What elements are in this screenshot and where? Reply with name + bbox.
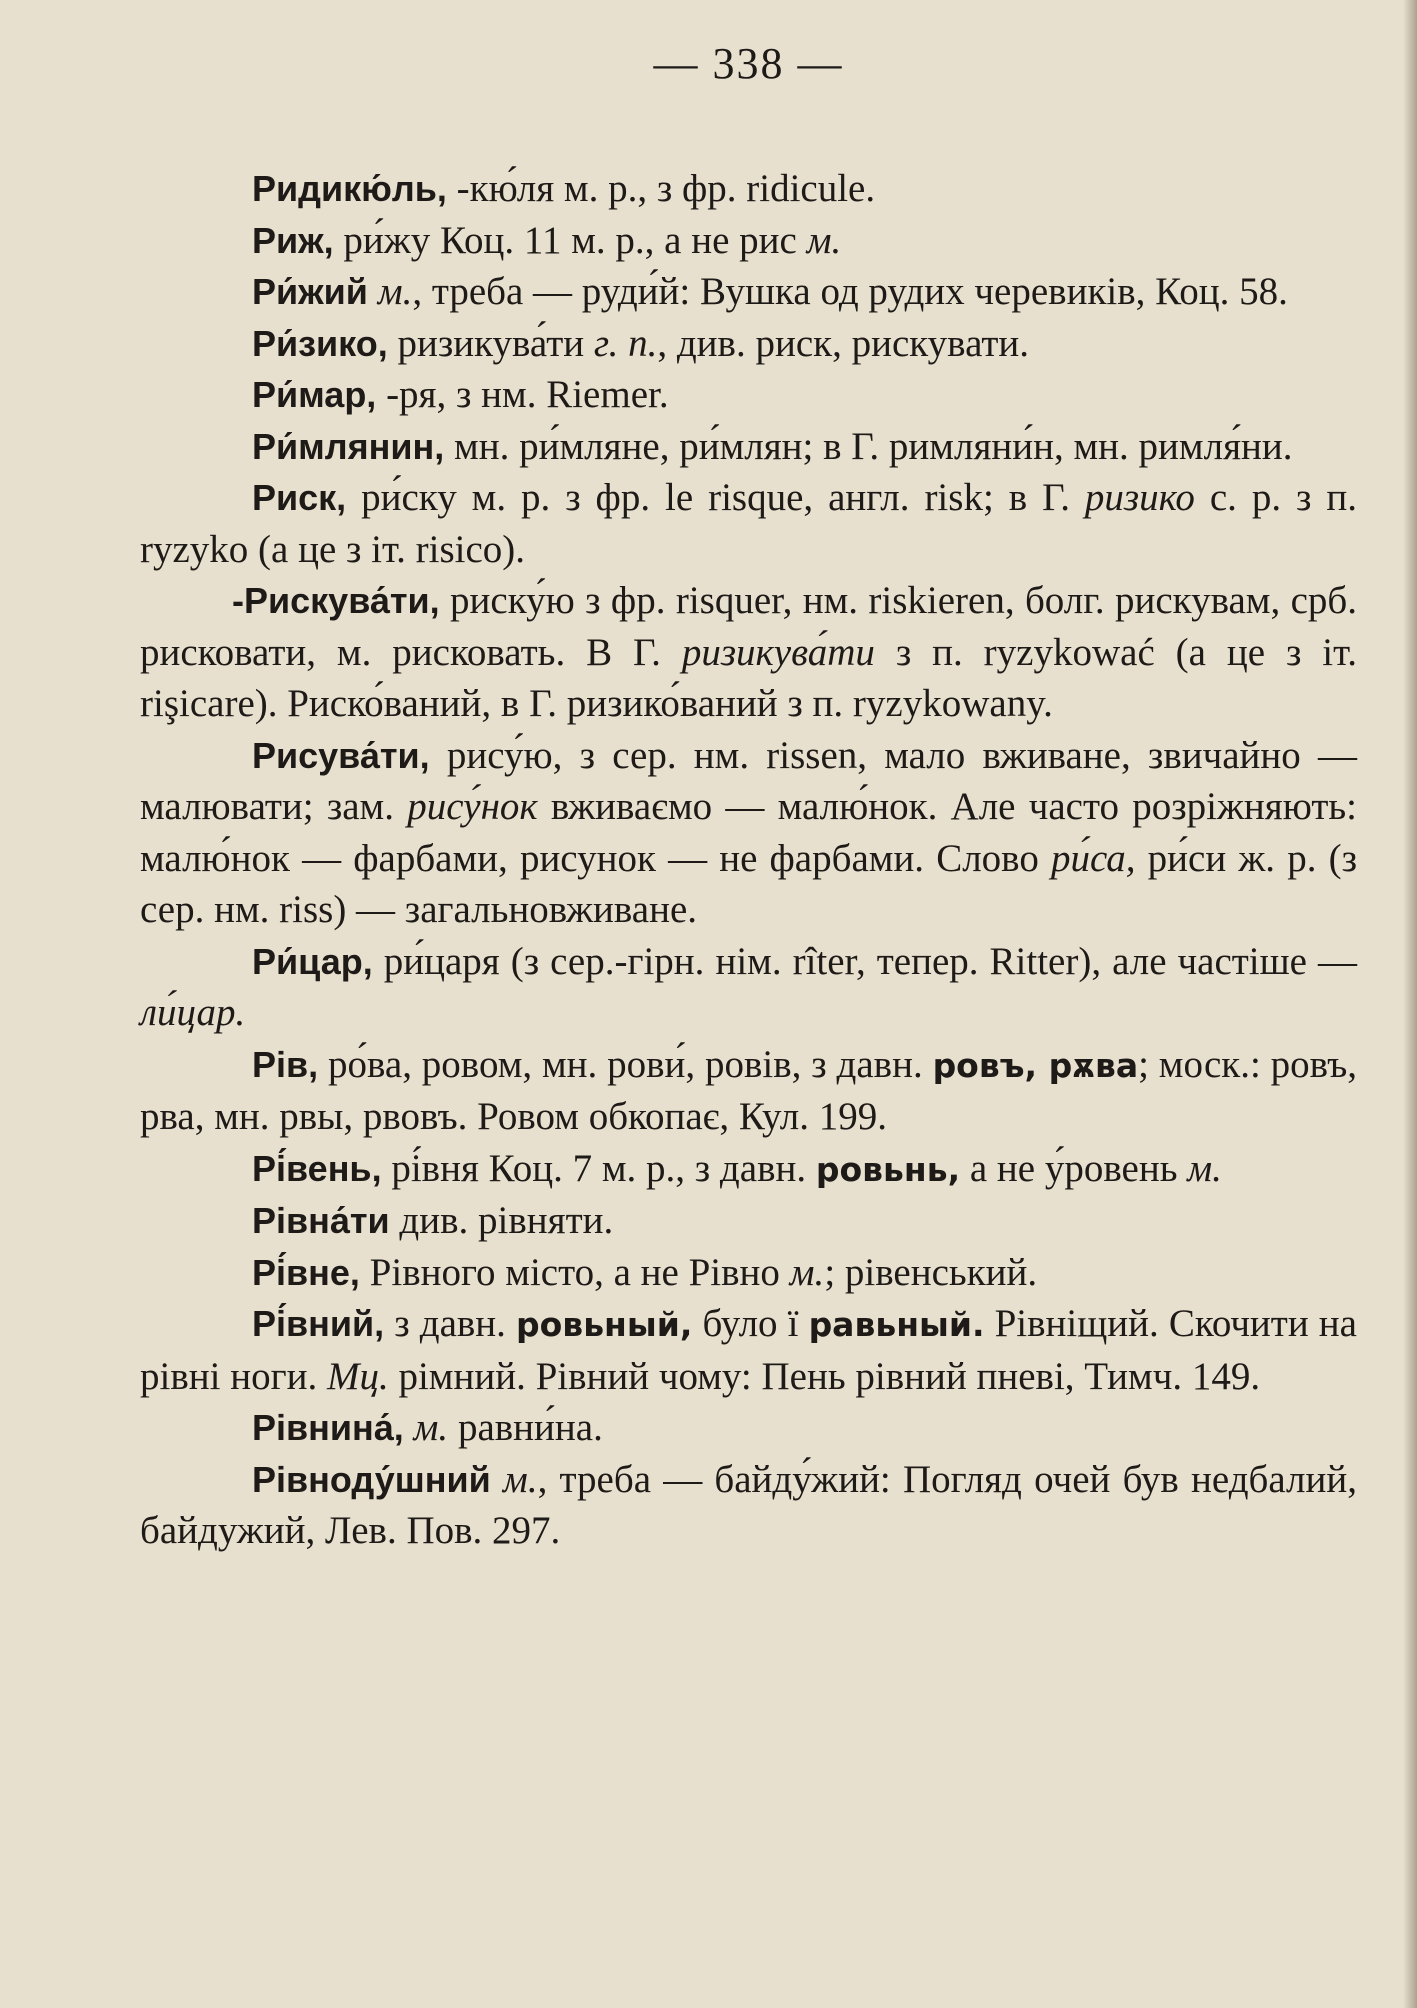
usage-mark: м. <box>1187 1146 1222 1190</box>
usage-mark: м. <box>789 1250 825 1294</box>
entry-text: риску́ю з фр. risquer, нм. riskieren, болг. рискувам, срб. рисковати, м. рисковать. В Г. <box>140 579 1357 674</box>
entry-rivnyi <box>140 1298 1357 1402</box>
entry-ryzh <box>140 215 1357 267</box>
entry-text: ; рівенський. <box>824 1250 1038 1294</box>
entry-text: ри́ску м. р. з фр. le risque, англ. risk; в Г. <box>346 476 1085 519</box>
entry-text: з п. ryzykować (а це з іт. rişicare). Риско́ваний, в Г. ризико́ваний з п. ryzykowany. <box>140 630 1357 725</box>
entry-text: Рівного місто, а не Рівно <box>359 1250 790 1294</box>
headword: Ри́цар, <box>252 940 373 982</box>
usage-mark: м. <box>403 1406 449 1449</box>
usage-mark: рису́нок <box>407 785 538 828</box>
usage-mark: г. п. <box>593 321 658 365</box>
entry-rysk <box>140 472 1357 575</box>
entry-text: Рівніщий. Скочити на рівні ноги. <box>140 1302 1357 1398</box>
entry-text: було ї <box>692 1302 809 1345</box>
entry-text: а не у́ровень <box>960 1146 1188 1190</box>
entry-text: ри́жу Коц. 11 м. р., а не рис <box>333 218 807 262</box>
entry-text: див. рівняти. <box>389 1199 614 1242</box>
entry-rymar <box>140 369 1357 421</box>
headword: -Рискува́ти, <box>232 580 440 621</box>
entry-text: с. р. з п. ryzyko (а це з іт. risico). <box>140 476 1357 571</box>
headword: Рі́вний, <box>252 1303 385 1344</box>
entry-text: ; моск.: ровъ, рва, мн. рвы, рвовъ. Ровом обкопає, Кул. 199. <box>140 1042 1357 1138</box>
usage-mark: м. <box>377 270 413 313</box>
entry-text: -ря, з нм. Riemer. <box>376 373 669 416</box>
entry-ryzyko <box>140 318 1357 370</box>
entry-riv <box>140 1039 1357 1143</box>
entry-text: мн. ри́мляне, ри́млян; в Г. римляни́н, мн. римля́ни. <box>444 424 1293 468</box>
headword: Рівнина́, <box>252 1407 404 1448</box>
entry-text: рису́ю, з сер. нм. rissen, мало вживане, звичайно — малювати; зам. <box>140 733 1357 828</box>
old-slavonic-form: ровьный, <box>516 1305 693 1344</box>
headword: Ридикю́ль, <box>252 168 447 209</box>
headword: Рисува́ти, <box>252 734 430 776</box>
headword: Рі́вне, <box>252 1251 360 1293</box>
usage-mark: м. <box>806 218 842 262</box>
entry-rytsar <box>140 936 1357 1039</box>
entry-text: равни́на. <box>448 1406 603 1449</box>
headword: Ри́мар, <box>252 374 377 415</box>
usage-mark: ризикува́ти <box>681 630 875 674</box>
entry-rivnodushnyi <box>140 1454 1357 1557</box>
old-slavonic-form: ровъ, рѫва <box>932 1045 1139 1085</box>
entry-text: вживаємо — малю́нок. Але часто розріжняють: малю́нок — фарбами, рисунок — не фарбами. Слово <box>140 785 1357 880</box>
headword: Ри́жий <box>252 271 368 312</box>
entry-text: рі́вня Коц. 7 м. р., з давн. <box>381 1146 816 1190</box>
entry-text: ри́царя (з сер.-гірн. нім. rîter, тепер. Ritter), але частіше — <box>372 939 1357 983</box>
usage-mark: м. <box>490 1457 538 1501</box>
entry-text: ри́си ж. р. (з сер. нм. riss) — загальновживане. <box>140 836 1357 931</box>
headword: Рі́вень, <box>252 1147 382 1189</box>
headword: Рівна́ти <box>252 1200 390 1241</box>
headword: Риск, <box>252 477 347 518</box>
entry-rymlianyn <box>140 421 1357 473</box>
entry-rivne <box>140 1247 1357 1299</box>
entry-ryskuvaty <box>140 575 1357 730</box>
headword: Риж, <box>252 219 334 261</box>
entry-rysuvaty <box>140 730 1357 936</box>
usage-mark: ли́цар. <box>140 991 246 1034</box>
entry-rivnyna <box>140 1402 1357 1454</box>
dictionary-entries <box>140 163 1357 1557</box>
entry-text: , треба — руди́й: Вушка од рудих черевиків, Коц. 58. <box>412 270 1288 313</box>
headword: Рівноду́шний <box>252 1458 491 1500</box>
entry-text: рімний. Рівний чому: Пень рівний пневі, Тимч. 149. <box>388 1354 1261 1398</box>
entry-riven <box>140 1143 1357 1196</box>
page-number: — 338 — <box>653 39 844 88</box>
usage-mark: Мц. <box>326 1354 389 1398</box>
old-slavonic-form: равьный. <box>808 1305 985 1344</box>
headword: Ри́млянин, <box>252 425 445 467</box>
entry-text: -кю́ля м. р., з фр. ridicule. <box>446 167 876 210</box>
old-slavonic-form: ровьнь, <box>815 1149 961 1189</box>
entry-text: , див. риск, рискувати. <box>657 321 1030 365</box>
entry-rivnaty <box>140 1195 1357 1247</box>
page-edge-shadow <box>1403 0 1417 2008</box>
entry-text: з давн. <box>384 1302 517 1345</box>
entry-text: ризикува́ти <box>387 321 594 365</box>
entry-text: ро́ва, ровом, мн. рови́, ровів, з давн. <box>318 1042 933 1086</box>
usage-mark: ри́са, <box>1050 836 1136 880</box>
entry-text: , треба — байду́жий: Погляд очей був недбалий, байдужий, Лев. Пов. 297. <box>140 1457 1357 1552</box>
usage-mark: ризико <box>1084 476 1195 519</box>
headword: Рів, <box>252 1043 319 1085</box>
headword: Ри́зико, <box>252 322 388 364</box>
entry-ryzhyi <box>140 266 1357 318</box>
entry-rydykiul <box>140 163 1357 215</box>
